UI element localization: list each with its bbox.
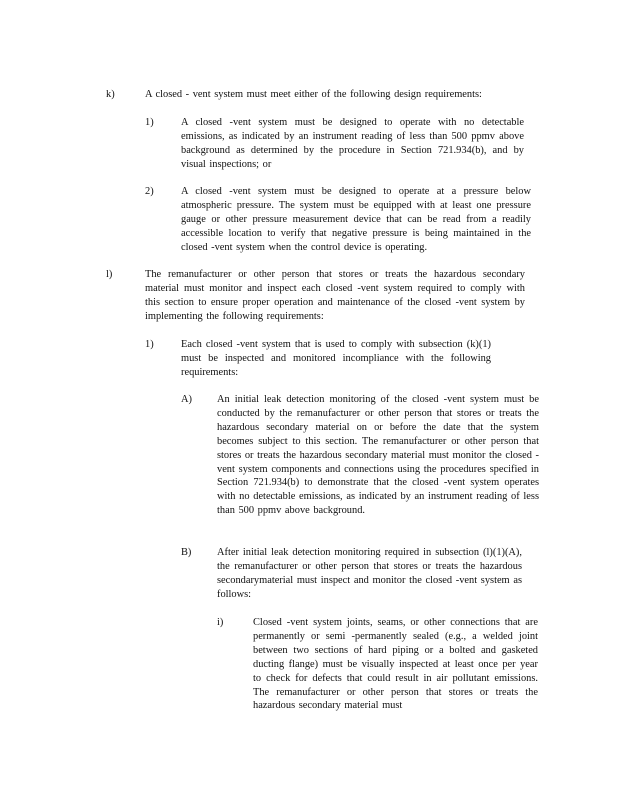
section-k-item-1-label: 1) (145, 117, 154, 128)
section-l-item-1-b-text: After initial leak detection monitoring required in subsection (l)(1)(A), the remanufacturer or other person that stores or treats the hazardous secondarymaterial must inspect and monitor the closed -vent system as follows: (217, 547, 522, 600)
section-k-label: k) (106, 89, 115, 100)
section-l-item-1-b-i-text: Closed -vent system joints, seams, or other connections that are permanently or semi -permanently sealed (e.g., a welded joint between two sections of hard piping or a bolted and gasketed ducting flange) must be visually inspected at least once per year to check for defects that could result in air pollutant emissions. The remanufacturer or other person that stores or treats the hazardous secondary material must (253, 617, 538, 712)
section-k-item-2-label: 2) (145, 186, 154, 197)
section-l-label: l) (106, 269, 113, 280)
section-l-item-1-b-label: B) (181, 547, 192, 558)
section-l-item-1-a-label: A) (181, 394, 192, 405)
section-l-item-1-text: Each closed -vent system that is used to comply with subsection (k)(1) must be inspected and monitored incompliance with the following requirements: (181, 339, 491, 378)
section-k-item-1-text: A closed -vent system must be designed to operate with no detectable emissions, as indicated by an instrument reading of less than 500 ppmv above background as determined by the procedure in Section 721.934(b), and by visual inspections; or (181, 117, 524, 170)
section-l-text: The remanufacturer or other person that stores or treats the hazardous secondary material must monitor and inspect each closed -vent system required to comply with this section to ensure proper operation and maintenance of the closed -vent system by implementing the following requirements: (145, 269, 525, 322)
section-l-item-1-label: 1) (145, 339, 154, 350)
section-l-item-1-a-text: An initial leak detection monitoring of the closed -vent system must be conducted by the remanufacturer or other person that stores or treats the hazardous secondary material on or before the date that the system becomes subject to this section. The remanufacturer or other person that stores or treats the hazardous secondary material must monitor the closed -vent system components and connections using the procedures specified in Section 721.934(b) to demonstrate that the closed -vent system operates with no detectable emissions, as indicated by an instrument reading of less than 500 ppmv above background. (217, 394, 539, 517)
section-k-item-2-text: A closed -vent system must be designed to operate at a pressure below atmospheric pressure. The system must be equipped with at least one pressure gauge or other pressure measurement device that can be read from a readily accessible location to verify that negative pressure is being maintained in the closed -vent system when the control device is operating. (181, 186, 531, 253)
section-k-text: A closed - vent system must meet either of the following design requirements: (145, 89, 482, 100)
section-l-item-1-b-i-label: i) (217, 617, 224, 628)
